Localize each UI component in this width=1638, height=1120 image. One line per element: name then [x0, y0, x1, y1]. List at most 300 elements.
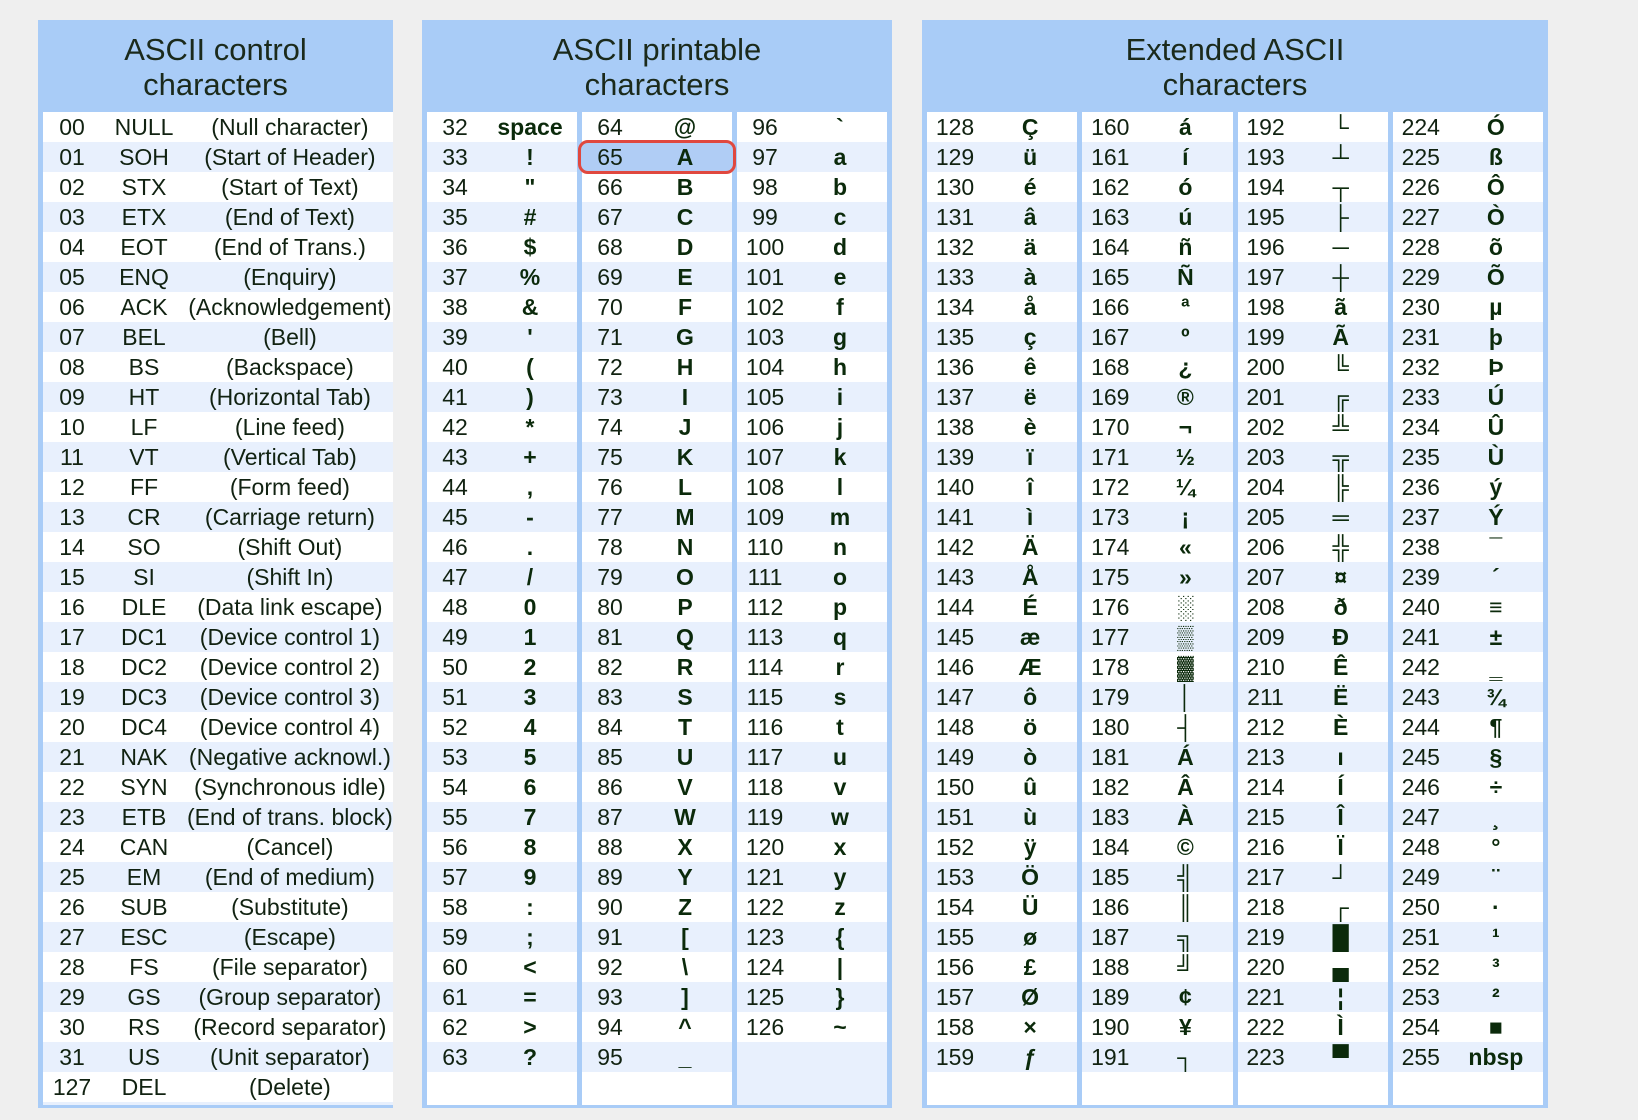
char-description: (Acknowledgement) [188, 293, 392, 320]
char-glyph: ¦ [1337, 983, 1344, 1010]
table-row [927, 442, 1077, 472]
table-row [737, 502, 887, 532]
table-row [43, 292, 393, 322]
char-glyph: Ã [1332, 323, 1349, 350]
char-glyph: Â [1177, 773, 1194, 800]
table-column [1082, 112, 1232, 1105]
char-code: 58 [442, 893, 468, 920]
char-glyph: ═ [1332, 503, 1349, 530]
table-filler [1082, 1072, 1232, 1105]
char-code: 172 [1091, 473, 1130, 500]
char-code: 247 [1401, 803, 1440, 830]
char-code: 228 [1401, 233, 1440, 260]
table-column [1238, 112, 1388, 1105]
table-row [427, 532, 577, 562]
char-code: 98 [752, 173, 778, 200]
char-glyph: È [1332, 713, 1349, 740]
char-glyph: Ü [1021, 893, 1039, 920]
char-glyph: P [677, 593, 693, 620]
char-abbreviation: CR [127, 503, 161, 530]
table-row [1082, 112, 1232, 142]
char-glyph: ¿ [1178, 353, 1193, 380]
table-row [927, 142, 1077, 172]
char-code: 255 [1401, 1043, 1440, 1070]
char-code: 22 [59, 773, 85, 800]
table-row [1082, 682, 1232, 712]
table-column [737, 112, 887, 1105]
table-row [1238, 172, 1388, 202]
char-glyph: ─ [1332, 233, 1349, 260]
char-code: 173 [1091, 503, 1130, 530]
table-row [582, 652, 732, 682]
char-code: 125 [745, 983, 785, 1010]
char-description: (Start of Text) [221, 173, 359, 200]
char-glyph: Ì [1337, 1013, 1344, 1040]
table-row [927, 742, 1077, 772]
table-row [582, 412, 732, 442]
table-row [927, 622, 1077, 652]
char-code: 133 [935, 263, 975, 290]
char-code: 238 [1401, 533, 1440, 560]
table-filler [927, 1072, 1077, 1105]
table-row [927, 1042, 1077, 1072]
char-code: 182 [1091, 773, 1130, 800]
table-row [927, 202, 1077, 232]
char-code: 85 [597, 743, 623, 770]
table-row [737, 562, 887, 592]
char-code: 27 [59, 923, 85, 950]
char-glyph: ` [836, 113, 844, 140]
table-row [427, 592, 577, 622]
char-code: 218 [1246, 893, 1285, 920]
char-abbreviation: CAN [119, 833, 169, 860]
char-code: 117 [746, 743, 784, 770]
char-code: 33 [442, 143, 468, 170]
char-code: 184 [1091, 833, 1130, 860]
char-glyph: 4 [523, 713, 537, 740]
table-row [1082, 952, 1232, 982]
char-code: 187 [1091, 923, 1130, 950]
char-code: 121 [745, 863, 785, 890]
table-row [1393, 562, 1543, 592]
char-code: 211 [1247, 683, 1284, 710]
char-glyph: º [1181, 323, 1190, 350]
table-column [43, 112, 393, 1105]
char-code: 153 [935, 863, 975, 890]
char-glyph: ÿ [1023, 833, 1037, 860]
table-row [427, 922, 577, 952]
char-code: 56 [442, 833, 468, 860]
table-row [427, 772, 577, 802]
char-glyph: ╔ [1332, 383, 1349, 410]
char-glyph: ║ [1177, 893, 1194, 920]
char-code: 165 [1091, 263, 1130, 290]
table-row [1238, 562, 1388, 592]
char-glyph: Á [1177, 743, 1194, 770]
char-code: 110 [746, 533, 784, 560]
char-glyph: ƒ [1023, 1043, 1037, 1070]
table-row [427, 472, 577, 502]
char-abbreviation: NULL [114, 113, 174, 140]
char-glyph: 2 [523, 653, 537, 680]
char-code: 101 [745, 263, 785, 290]
char-glyph: ª [1181, 293, 1190, 320]
char-abbreviation: SUB [120, 893, 168, 920]
char-code: 176 [1091, 593, 1130, 620]
char-abbreviation: ESC [120, 923, 168, 950]
char-code: 181 [1091, 743, 1130, 770]
char-code: 41 [442, 383, 468, 410]
char-glyph: ¼ [1175, 473, 1195, 500]
table-row [927, 472, 1077, 502]
table-row [427, 1012, 577, 1042]
char-code: 11 [60, 443, 84, 470]
table-row [43, 322, 393, 352]
table-row [1393, 682, 1543, 712]
char-glyph: Þ [1488, 353, 1504, 380]
table-row [1082, 232, 1232, 262]
char-code: 115 [746, 683, 784, 710]
char-code: 97 [752, 143, 778, 170]
char-code: 120 [745, 833, 785, 860]
table-row [1238, 712, 1388, 742]
char-glyph: c [833, 203, 847, 230]
char-code: 234 [1401, 413, 1440, 440]
char-abbreviation: STX [121, 173, 167, 200]
table-row [737, 742, 887, 772]
table-row [582, 862, 732, 892]
char-glyph: g [832, 323, 848, 350]
table-row [1238, 892, 1388, 922]
char-glyph: └ [1332, 113, 1349, 140]
table-row [1238, 352, 1388, 382]
table-row [927, 832, 1077, 862]
char-glyph: ] [681, 983, 689, 1010]
char-abbreviation: ACK [120, 293, 168, 320]
table-filler [43, 1102, 393, 1105]
table-row [43, 862, 393, 892]
char-code: 135 [935, 323, 975, 350]
char-description: (End of Trans.) [213, 233, 366, 260]
table-row [1393, 742, 1543, 772]
char-code: 49 [442, 623, 468, 650]
table-row [1082, 352, 1232, 382]
char-abbreviation: FF [129, 473, 159, 500]
char-glyph: × [1023, 1013, 1037, 1040]
table-row [1238, 622, 1388, 652]
table-row [1393, 472, 1543, 502]
char-code: 230 [1401, 293, 1440, 320]
char-glyph: Û [1487, 413, 1505, 440]
char-code: 139 [935, 443, 975, 470]
char-code: 189 [1091, 983, 1130, 1010]
char-code: 114 [746, 653, 784, 680]
table-row [1238, 292, 1388, 322]
char-abbreviation: DC1 [120, 623, 167, 650]
char-code: 52 [442, 713, 468, 740]
char-glyph: S [677, 683, 693, 710]
char-description: (Form feed) [229, 473, 350, 500]
char-code: 25 [59, 863, 85, 890]
char-glyph: ® [1176, 383, 1194, 410]
char-code: 240 [1401, 593, 1440, 620]
char-code: 91 [597, 923, 623, 950]
table-filler [737, 1042, 887, 1105]
char-description: (End of trans. block) [187, 803, 393, 830]
char-abbreviation: DC3 [120, 683, 167, 710]
char-code: 100 [745, 233, 785, 260]
table-row [1238, 472, 1388, 502]
char-code: 106 [745, 413, 785, 440]
char-code: 154 [935, 893, 975, 920]
char-description: (Start of Header) [204, 143, 376, 170]
char-code: 44 [442, 473, 468, 500]
table-row [1238, 382, 1388, 412]
char-code: 159 [935, 1043, 975, 1070]
char-code: 08 [59, 353, 85, 380]
char-code: 82 [597, 653, 623, 680]
char-code: 188 [1091, 953, 1130, 980]
char-glyph: à [1023, 263, 1037, 290]
char-abbreviation: RS [128, 1013, 160, 1040]
table-row [737, 922, 887, 952]
char-code: 152 [935, 833, 975, 860]
table-row [1082, 562, 1232, 592]
table-row [1393, 922, 1543, 952]
char-glyph: ê [1023, 353, 1037, 380]
char-code: 157 [935, 983, 975, 1010]
char-code: 146 [935, 653, 975, 680]
panel-title: Extended ASCII characters [1125, 32, 1345, 102]
char-code: 119 [746, 803, 784, 830]
table-row [427, 802, 577, 832]
char-glyph: ▀ [1332, 1043, 1349, 1070]
char-glyph: ( [526, 353, 534, 380]
char-code: 175 [1091, 563, 1130, 590]
char-glyph: ├ [1332, 203, 1349, 230]
char-glyph: Ó [1486, 113, 1505, 140]
table-row [1238, 952, 1388, 982]
char-code: 77 [597, 503, 623, 530]
char-glyph: Ç [1021, 113, 1039, 140]
char-code: 123 [745, 923, 785, 950]
char-glyph: ý [1489, 473, 1503, 500]
table-row [927, 592, 1077, 622]
table-row [43, 652, 393, 682]
char-code: 12 [59, 473, 85, 500]
table-row [43, 352, 393, 382]
char-code: 18 [59, 653, 85, 680]
table-row [1393, 442, 1543, 472]
char-glyph: ░ [1177, 593, 1194, 620]
table-row [1082, 592, 1232, 622]
char-glyph: D [676, 233, 694, 260]
char-code: 129 [935, 143, 975, 170]
panel-control-characters [38, 20, 393, 1108]
char-glyph: ´ [1492, 563, 1500, 590]
char-code: 70 [597, 293, 623, 320]
char-abbreviation: DC4 [120, 713, 167, 740]
table-row [1393, 652, 1543, 682]
char-glyph: Å [1021, 563, 1039, 590]
char-code: 180 [1091, 713, 1130, 740]
char-glyph: ¥ [1178, 1013, 1192, 1040]
char-glyph: i [836, 383, 844, 410]
char-code: 142 [935, 533, 975, 560]
char-code: 185 [1091, 863, 1130, 890]
char-glyph: © [1176, 833, 1194, 860]
table-row [1393, 322, 1543, 352]
char-glyph: Ù [1487, 443, 1505, 470]
table-row [1393, 502, 1543, 532]
char-code: 140 [935, 473, 975, 500]
table-row [582, 352, 732, 382]
table-row [427, 652, 577, 682]
char-glyph: ▒ [1177, 623, 1194, 650]
char-code: 96 [752, 113, 778, 140]
char-code: 163 [1091, 203, 1130, 230]
char-glyph: ã [1334, 293, 1348, 320]
char-glyph: ë [1023, 383, 1037, 410]
char-code: 161 [1091, 143, 1130, 170]
char-code: 107 [745, 443, 785, 470]
table-row [427, 232, 577, 262]
char-glyph: þ [1488, 323, 1503, 350]
char-code: 40 [442, 353, 468, 380]
table-row [582, 922, 732, 952]
char-glyph: y [833, 863, 847, 890]
char-abbreviation: ENQ [119, 263, 169, 290]
char-code: 214 [1246, 773, 1285, 800]
char-code: 192 [1246, 113, 1285, 140]
table-row [1082, 502, 1232, 532]
table-row [43, 772, 393, 802]
table-row [1082, 922, 1232, 952]
char-glyph: f [836, 293, 844, 320]
char-code: 138 [935, 413, 975, 440]
table-row [1082, 772, 1232, 802]
table-row [1082, 262, 1232, 292]
table-row [427, 982, 577, 1012]
char-glyph: _ [678, 1043, 692, 1070]
table-row [582, 892, 732, 922]
char-code: 174 [1091, 533, 1130, 560]
char-glyph: Õ [1486, 263, 1505, 290]
char-code: 195 [1246, 203, 1285, 230]
table-row [43, 742, 393, 772]
char-glyph: å [1023, 293, 1037, 320]
table-row [1238, 262, 1388, 292]
char-glyph: ä [1023, 233, 1037, 260]
table-row [1393, 382, 1543, 412]
table-row [43, 622, 393, 652]
table-row [427, 352, 577, 382]
table-row [737, 232, 887, 262]
table-row [927, 292, 1077, 322]
char-description: (Data link escape) [197, 593, 383, 620]
char-code: 35 [442, 203, 468, 230]
char-glyph: 7 [523, 803, 537, 830]
char-code: 79 [597, 563, 623, 590]
char-abbreviation: ETB [121, 803, 167, 830]
char-code: 20 [59, 713, 85, 740]
table-row [43, 682, 393, 712]
char-code: 203 [1246, 443, 1285, 470]
table-row [43, 1042, 393, 1072]
char-description: (Unit separator) [210, 1043, 370, 1070]
table-row [1082, 1012, 1232, 1042]
char-code: 242 [1401, 653, 1440, 680]
char-code: 186 [1091, 893, 1130, 920]
char-glyph: J [678, 413, 692, 440]
char-glyph: ö [1023, 713, 1038, 740]
table-row [737, 412, 887, 442]
char-description: (File separator) [211, 953, 368, 980]
char-glyph: ' [527, 323, 533, 350]
char-code: 54 [442, 773, 468, 800]
char-glyph: ô [1023, 683, 1038, 710]
table-row [927, 892, 1077, 922]
char-code: 166 [1091, 293, 1130, 320]
char-glyph: Ï [1337, 833, 1344, 860]
table-row [1238, 532, 1388, 562]
char-abbreviation: DC2 [120, 653, 167, 680]
char-code: 147 [935, 683, 975, 710]
table-row [1082, 322, 1232, 352]
table-row [737, 352, 887, 382]
char-glyph: ° [1491, 833, 1501, 860]
table-row [1082, 412, 1232, 442]
table-row [927, 712, 1077, 742]
char-code: 63 [442, 1043, 468, 1070]
char-code: 128 [935, 113, 975, 140]
table-row [582, 802, 732, 832]
table-row [1082, 442, 1232, 472]
char-code: 220 [1246, 953, 1285, 980]
char-glyph: Ý [1488, 503, 1504, 530]
char-glyph: V [677, 773, 693, 800]
char-code: 59 [442, 923, 468, 950]
char-description: (Device control 3) [199, 683, 381, 710]
table-row [737, 382, 887, 412]
table-row [43, 832, 393, 862]
char-code: 215 [1246, 803, 1285, 830]
char-description: (Backspace) [225, 353, 354, 380]
char-description: (Carriage return) [204, 503, 375, 530]
char-glyph: ø [1023, 923, 1038, 950]
char-code: 122 [745, 893, 785, 920]
table-row [427, 262, 577, 292]
char-abbreviation: US [128, 1043, 160, 1070]
char-code: 216 [1246, 833, 1285, 860]
char-glyph: í [1182, 143, 1189, 170]
table-row [927, 352, 1077, 382]
char-code: 103 [745, 323, 785, 350]
char-code: 162 [1091, 173, 1130, 200]
char-glyph: · [1492, 893, 1500, 920]
table-row [427, 712, 577, 742]
table-row [427, 502, 577, 532]
table-row [43, 472, 393, 502]
table-row [927, 532, 1077, 562]
char-glyph: 1 [523, 623, 537, 650]
char-code: 239 [1401, 563, 1440, 590]
char-abbreviation: SO [127, 533, 161, 560]
char-code: 193 [1246, 143, 1285, 170]
char-glyph: ¨ [1492, 863, 1500, 890]
char-glyph: æ [1019, 623, 1041, 650]
char-glyph: ï [1026, 443, 1034, 470]
